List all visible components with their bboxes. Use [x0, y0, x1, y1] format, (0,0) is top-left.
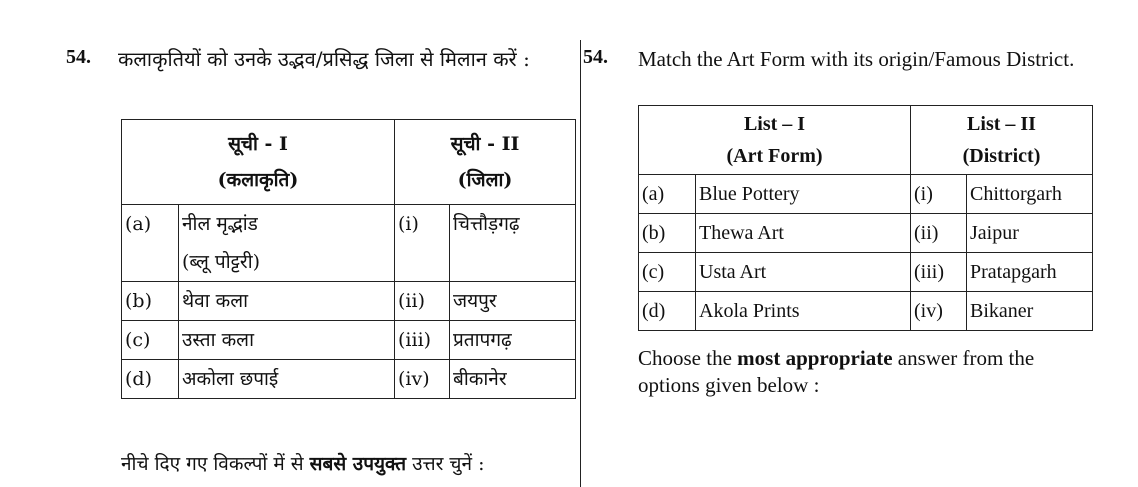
table-row [122, 360, 576, 399]
list2-subtitle: (District) [962, 145, 1041, 167]
table-row [639, 175, 1093, 214]
match-table-hindi [121, 119, 576, 399]
row-label: (iii) [911, 253, 967, 292]
district-cell: बीकानेर [450, 360, 576, 399]
art-form-cell: उस्ता कला [179, 321, 395, 360]
row-label: (c) [122, 321, 179, 360]
art-form-cell: Usta Art [696, 253, 911, 292]
table-row [122, 321, 576, 360]
question-number-english: 54. [583, 46, 608, 68]
list1-subtitle: (Art Form) [726, 145, 823, 167]
instruction-text: Choose the [638, 346, 738, 370]
row-label: (a) [639, 175, 696, 214]
list1-subtitle: (कलाकृति) [217, 169, 299, 191]
row-label: (ii) [911, 214, 967, 253]
district-cell: Chittorgarh [967, 175, 1093, 214]
list1-title: List – I [743, 113, 806, 135]
table-row [122, 205, 576, 282]
art-form-cell: Akola Prints [696, 292, 911, 331]
table-row [639, 214, 1093, 253]
list1-header [122, 120, 395, 205]
row-label: (iv) [911, 292, 967, 331]
question-number-hindi: 54. [66, 46, 91, 68]
table-row [122, 282, 576, 321]
district-cell: Bikaner [967, 292, 1093, 331]
question-text-english: Match the Art Form with its origin/Famous District. [638, 47, 1075, 71]
row-label: (d) [122, 360, 179, 399]
row-label: (b) [639, 214, 696, 253]
row-label: (b) [122, 282, 179, 321]
question-text-hindi: कलाकृतियों को उनके उद्भव/प्रसिद्ध जिला से मिलान करें : [118, 47, 530, 71]
row-label: (iv) [395, 360, 450, 399]
instruction-text: नीचे दिए गए विकल्पों में से [121, 453, 310, 475]
row-label: (a) [122, 205, 179, 282]
list1-title: सूची - I [228, 133, 288, 155]
row-label: (i) [911, 175, 967, 214]
district-cell: Pratapgarh [967, 253, 1093, 292]
row-label: (ii) [395, 282, 450, 321]
list2-title: List – II [967, 113, 1036, 135]
art-form-note: (ब्लू पोट्टरी) [182, 251, 261, 273]
district-cell: चित्तौड़गढ़ [450, 205, 576, 282]
list2-header [395, 120, 576, 205]
instruction-hindi [121, 448, 484, 480]
district-cell: जयपुर [450, 282, 576, 321]
row-label: (c) [639, 253, 696, 292]
instruction-text: answer from the options given below : [638, 346, 1035, 397]
art-form-cell [179, 205, 395, 282]
art-form-cell: अकोला छपाई [179, 360, 395, 399]
district-cell: प्रतापगढ़ [450, 321, 576, 360]
list1-header [639, 106, 911, 175]
row-label: (d) [639, 292, 696, 331]
table-row [639, 253, 1093, 292]
district-cell: Jaipur [967, 214, 1093, 253]
instruction-text: उत्तर चुनें : [406, 453, 485, 475]
match-table-english [638, 105, 1093, 331]
list2-header [911, 106, 1093, 175]
table-header-row [639, 106, 1093, 175]
art-form: नील मृद्भांड [182, 213, 258, 235]
column-divider [580, 40, 581, 487]
list2-subtitle: (जिला) [457, 169, 513, 191]
instruction-emphasis: most appropriate [737, 346, 893, 370]
art-form-cell: Thewa Art [696, 214, 911, 253]
art-form-cell: थेवा कला [179, 282, 395, 321]
list2-title: सूची - II [450, 133, 520, 155]
instruction-english [638, 345, 1096, 399]
row-label: (i) [395, 205, 450, 282]
instruction-emphasis: सबसे उपयुक्त [309, 453, 407, 475]
row-label: (iii) [395, 321, 450, 360]
table-header-row [122, 120, 576, 205]
art-form-cell: Blue Pottery [696, 175, 911, 214]
table-row [639, 292, 1093, 331]
